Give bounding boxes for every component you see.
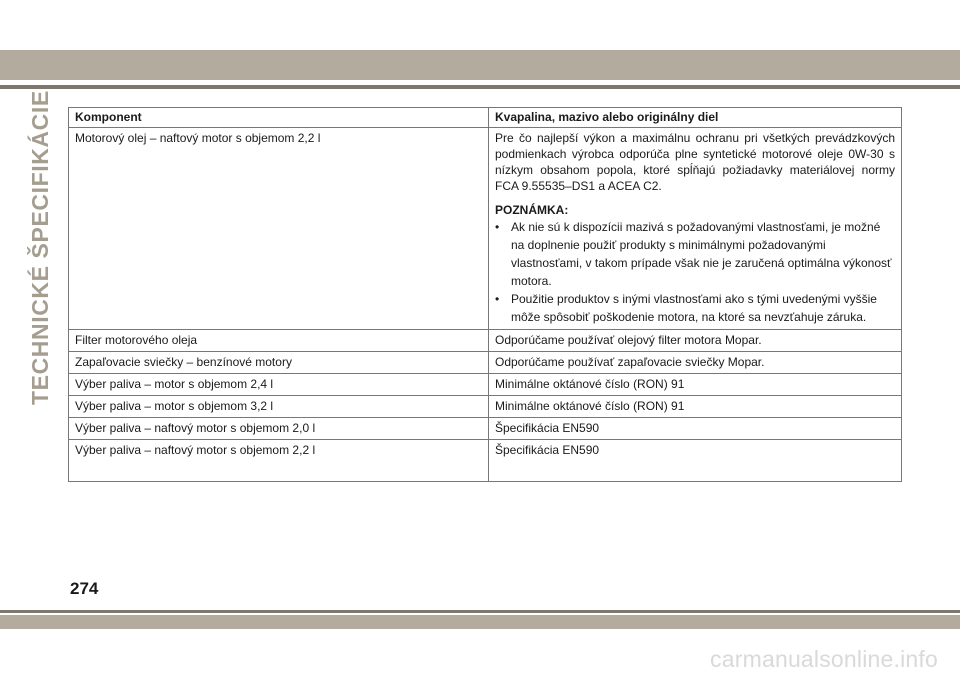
column-header-fluid: Kvapalina, mazivo alebo originálny diel <box>489 108 902 128</box>
footer-band <box>0 615 960 629</box>
table-row <box>69 440 902 482</box>
description-cell <box>489 128 902 330</box>
header-band <box>0 50 960 80</box>
note-list <box>495 218 895 326</box>
component-cell: Výber paliva – naftový motor s objemom 2,2 l <box>69 440 489 482</box>
table-row <box>69 418 902 440</box>
component-cell: Zapaľovacie sviečky – benzínové motory <box>69 352 489 374</box>
page-number: 274 <box>70 579 99 598</box>
description-cell: Špecifikácia EN590 <box>489 440 902 482</box>
table-row <box>69 330 902 352</box>
component-cell: Výber paliva – motor s objemom 3,2 l <box>69 396 489 418</box>
oil-description: Pre čo najlepší výkon a maximálnu ochranu pri všetkých prevádzkových podmienkach výrobca odporúča plne syntetické motorové oleje 0W-30 s nízkym obsahom popola, ktoré spĺňajú požiadavky materiálovej normy FCA 9.55535–DS1 a ACEA C2. <box>495 131 895 193</box>
description-cell: Odporúčame používať zapaľovacie sviečky Mopar. <box>489 352 902 374</box>
table-row <box>69 374 902 396</box>
description-cell: Špecifikácia EN590 <box>489 418 902 440</box>
note-item: • Použitie produktov s inými vlastnosťami ako s tými uvedenými vyššie môže spôsobiť poškodenie motora, na ktoré sa nevzťahuje záruka. <box>495 290 895 326</box>
description-cell: Minimálne oktánové číslo (RON) 91 <box>489 396 902 418</box>
component-cell: Filter motorového oleja <box>69 330 489 352</box>
note-title: POZNÁMKA: <box>495 203 569 217</box>
table-row <box>69 352 902 374</box>
column-header-component: Komponent <box>69 108 489 128</box>
description-cell: Minimálne oktánové číslo (RON) 91 <box>489 374 902 396</box>
description-cell: Odporúčame používať olejový filter motora Mopar. <box>489 330 902 352</box>
watermark: carmanualsonline.info <box>710 646 938 672</box>
table-row <box>69 396 902 418</box>
table-row <box>69 128 902 330</box>
component-cell: Výber paliva – motor s objemom 2,4 l <box>69 374 489 396</box>
specification-table <box>68 107 902 482</box>
component-cell: Motorový olej – naftový motor s objemom 2,2 l <box>69 128 489 330</box>
table-header-row <box>69 108 902 128</box>
component-cell: Výber paliva – naftový motor s objemom 2,0 l <box>69 418 489 440</box>
header-rule <box>0 85 960 89</box>
note-item: • Ak nie sú k dispozícii mazivá s požadovanými vlastnosťami, je možné na doplnenie použiť produkty s minimálnymi požadovanými vlastnosťami, v takom prípade však nie je zaručená optimálna výkonosť motora. <box>495 218 895 290</box>
footer-rule <box>0 610 960 613</box>
section-side-title: TECHNICKÉ ŠPECIFIKÁCIE <box>27 90 53 405</box>
